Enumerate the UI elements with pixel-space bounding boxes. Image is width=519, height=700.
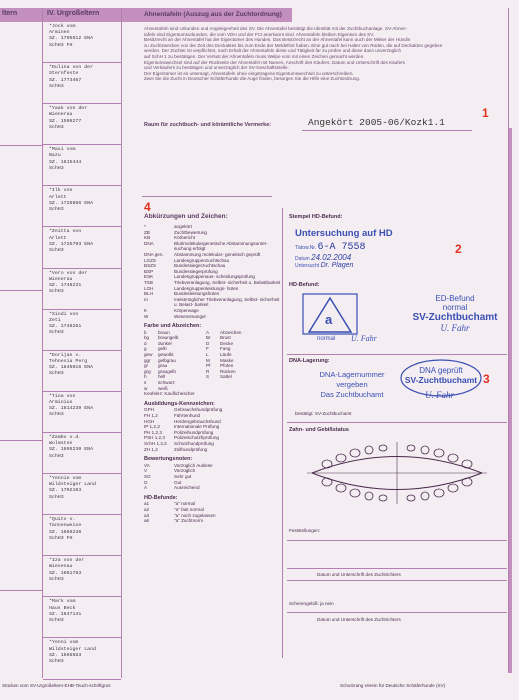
ancestor-line: SZ. 1748231 — [49, 282, 82, 288]
ancestor-name: *Zeitta von — [49, 229, 82, 235]
ancestor-name: *Sindi von — [49, 311, 79, 317]
abbrev-row-cell: LGZS — [144, 257, 156, 263]
ancestor-line: SchH3 — [49, 248, 64, 254]
color-row-cell: d — [144, 340, 147, 346]
color-row-cell: S — [206, 374, 210, 380]
ancestor-line: SZ. 1615444 — [49, 159, 82, 165]
ancestor-entry — [43, 186, 121, 227]
color-row-cell: gelb — [158, 346, 167, 352]
training-row-cell: Herdengebrauchshund — [174, 418, 221, 424]
rating-row-cell: Gut — [174, 479, 182, 485]
ancestor-name: *Tina von — [49, 393, 76, 399]
marker-3: 3 — [483, 372, 490, 386]
ancestor-entry — [43, 474, 121, 515]
hd-field2-value: 24.02.2004 — [311, 253, 352, 262]
training-row-cell: Fährtenhund — [174, 413, 201, 418]
training-row — [144, 447, 282, 453]
ancestor-line: Sternfeste — [49, 71, 79, 77]
remarks-label: Raum für zuchtbuch- und körämtliche Vermerke: — [144, 122, 272, 128]
color-row-cell: ggr — [144, 357, 151, 363]
color-row-cell: gewolkt — [158, 352, 174, 358]
ancestor-line: SchH3 FH — [49, 535, 73, 541]
ancestor-line: SZ. 1656236 — [49, 529, 82, 535]
ed-signature: U. Fahr — [440, 323, 470, 333]
main-area — [122, 8, 512, 680]
training-row-cell: Gebrauchshundprüfung — [174, 407, 223, 413]
ancestor-entry — [43, 227, 121, 268]
ancestor-line: Bazu — [49, 153, 61, 159]
abbrev-row-cell: Triebveranlagung, Selbst- sicherheit u. Belastbarkeit — [174, 279, 281, 285]
ancestor-name: *Maxi vom — [49, 147, 76, 153]
colors-extra: Keofelez: Kauflichescher — [144, 391, 195, 397]
training-row-cell: PSH 1,2,3 — [144, 435, 165, 441]
color-row-cell: braungelb — [158, 335, 179, 341]
hd-row — [144, 518, 282, 524]
color-row-cell: Br — [206, 335, 211, 341]
ancestor-line: SchH3 — [49, 371, 64, 377]
color-row-cell: Abzeichen — [220, 329, 242, 335]
training-title: Ausbildungs-Kennzeichen: — [144, 400, 215, 407]
training-row-cell: IP 1,2,3 — [144, 424, 160, 430]
ed-line-2: normal — [442, 303, 468, 312]
rating-row-cell: VA — [144, 462, 150, 468]
hd-signature: U. Fahr — [351, 334, 377, 343]
color-row-cell: weiß — [158, 385, 168, 391]
ancestor-entry — [43, 269, 121, 310]
color-row-cell: grau — [158, 363, 168, 369]
ancestor-line: Wiesenau — [49, 564, 73, 570]
rating-row-cell: SG — [144, 473, 151, 479]
ancestor-line: SchH3 — [49, 617, 64, 623]
training-row-cell: SchH 1,2,3 — [144, 440, 167, 446]
ancestor-line: SZ. 1795612 ENA — [49, 36, 94, 42]
ahnentafel-title: Ahnentafeln (Auszug aus der Zuchtordnung) — [144, 11, 282, 18]
color-row-cell: D — [206, 340, 210, 346]
ancestor-line: SchH3 — [49, 494, 64, 500]
ancestor-line: SZ. 1725793 ENA — [49, 241, 94, 247]
date-sign-label-2: Datum und Unterschrift des Zuchtrichters — [317, 617, 401, 622]
color-row-cell: Maske — [220, 357, 234, 363]
training-row-cell: GPH — [144, 407, 154, 413]
ancestor-line: SchH3 — [49, 289, 64, 295]
ancestor-line: SchH3 — [49, 659, 64, 665]
hd-row-cell: "a" fast normal — [174, 506, 204, 512]
ancestor-line: Wolmsten — [49, 441, 73, 447]
color-row-cell: gr — [144, 363, 149, 369]
abbrev-row-cell: Blut/molekulargenetische Abstammungsunter- suchung erfolgt — [174, 240, 268, 252]
color-row-cell — [206, 386, 220, 392]
ahnentafel-text: Ahnentafeln sind Urkunden und Angelegenheit des SV. Die Ahnentafel bestätigt die Identität mit der Zuchtbuchanlage. SV-Ahnen- tafeln sind Eigentumsurkunden, die vom VDH und der FCI anerkannt sind. Ahnentafeln bleiben Eigentum des SV. Besitzrecht an der Ahnentafel hat der Eigentümer des Hundes. Das Besitzrecht an der Ahnentafel kann auch der Mieter der Hündin zu Zuchtzwecken von der Zeit des Deckaktes bis zum Ende der Meldefrist haben. Eine gut nach bei Halter von Rüden, die auf Deckakten gegeben werden. Der Züchter ist verpflichtet, nach Erhalt der Ahnentafeln diese und Tätigkeit für zu prüfen und diese dann unverzüglich auf SchH 1 zu bestätigen. Der Verlust der Ahnentafeln muss Welpe vom mit einen Zeichen gemacht werden. Eigentumswechsel sind auf der Rückseite der Ahnentafel mit Namen, Anschrift des Käufers, Datum und Unterschrift des Käufers und Verkäufers zu bestätigen und unverzüglich der SV-Geschäftsstelle. Der Eigentümer ist es untersagt, Ahnentafeln ohne eingetragene Eigentumswechsel zu unterschreiben. Zwei Sie die Zucht in Deutscher Schäferhunde die Auge finden, besorgen Sie die Hilfe eine Zuchtordnung. — [144, 26, 443, 82]
dna-oval-line-1: DNA geprüft — [419, 366, 463, 375]
color-row-cell: A — [206, 329, 210, 335]
rating-row-cell: V — [144, 468, 148, 474]
abbrev-row-cell: Landesgruppenaus- scheidungsprüfung — [174, 274, 255, 280]
ancestor-entry — [43, 22, 121, 63]
abbrev-row-cell: m — [144, 296, 148, 302]
ancestor-line: Wienerau — [49, 112, 73, 118]
abbrev-row-cell: angekört — [174, 224, 192, 229]
ancestor-entry — [43, 351, 121, 392]
color-row-cell: Läufe — [220, 352, 232, 358]
ancestor-name: *Iza von der — [49, 558, 85, 564]
dna-text-3: Das Zuchtbuchamt — [320, 390, 384, 399]
ancestor-line: SZ. 1702193 — [49, 488, 82, 494]
ancestor-entry — [43, 597, 121, 638]
ancestor-name: *Dulina von der — [49, 65, 94, 71]
dna-text-stamp — [307, 370, 397, 400]
abbrev-row-cell: Zuchtbewertung — [174, 229, 207, 235]
ed-line-3: SV-Zuchtbuchamt — [412, 312, 498, 323]
abbrev-row-cell: Landesgruppenleistungs- hüten — [174, 285, 239, 291]
abbrev-title: Abkürzungen und Zeichen: — [144, 213, 228, 220]
color-row-cell: gelbgrau — [158, 357, 176, 363]
ancestor-name: *Vero von der — [49, 270, 88, 276]
dna-confirm: bestätigt: SV-Zuchtbuchamt — [295, 411, 352, 416]
abbrev-row-cell: Bundesleistungshüten — [174, 291, 220, 297]
training-row-cell: FH 1,2 — [144, 413, 158, 418]
ancestor-line: Wildsteiger Land — [49, 482, 96, 488]
ancestor-line: Tannenweise — [49, 523, 82, 529]
remarks-value: Angekört 2005-06/Kozk1.1 — [308, 117, 445, 128]
ancestors-column — [43, 8, 121, 680]
abbrev-row-cell: ZB — [144, 229, 150, 235]
abbrev-row-cell: K — [144, 307, 148, 313]
color-row-cell: Pfoten — [220, 363, 234, 369]
ancestor-line: Arlett — [49, 235, 67, 241]
footer-left: Stücken vom SV-Urgroßeltern-EHB-Teuch-schriftgros — [2, 683, 111, 688]
ancestor-line: SchH3 — [49, 83, 64, 89]
ancestors-list — [43, 22, 121, 680]
ancestor-line: SZ. 1661783 — [49, 570, 82, 576]
training-row-cell: Schutzhundprüfung — [174, 440, 214, 446]
footer-right: Schutzrang Verein für Deutsche Schäferhunde (SV) — [340, 683, 446, 688]
hd-row-cell: a2 — [144, 506, 150, 512]
ancestor-line: SchH3 FH — [49, 42, 73, 48]
ed-line-1: ED-Befund — [435, 294, 475, 303]
color-row-cell: F — [206, 346, 209, 352]
ancestor-line: Tehnesia Perg — [49, 358, 88, 364]
abbrev-row-cell: Abstammung molekular- genetisch geprüft — [174, 251, 261, 257]
training-row-cell: Polizeihundprüfung — [174, 429, 214, 435]
dna-text-1: DNA-Lagernummer — [319, 370, 385, 379]
ancestor-name: *Yaak von der — [49, 106, 88, 112]
left-column-title: ltern — [2, 10, 18, 17]
color-row-cell: w — [144, 385, 148, 391]
rating-title: Bewertungsnoten: — [144, 456, 193, 463]
ancestor-line: SZ. 1647141 — [49, 611, 82, 617]
ancestor-line: SchH3 — [49, 124, 64, 130]
hd-field3-label: Untersucht — [295, 263, 320, 269]
ancestor-line: SZ. 1814239 ENA — [49, 406, 94, 412]
ancestor-line: SZ. 1773467 — [49, 77, 82, 83]
abbrev-row-cell: W — [144, 313, 149, 319]
color-row-cell: dunkel — [158, 340, 172, 346]
schere-label: Scherengebiß: ja nein — [289, 601, 334, 606]
abbrev-row-cell: ESK — [144, 274, 154, 280]
dna-oval-text — [399, 366, 483, 385]
ancestor-name: *Dorijan v. — [49, 352, 82, 358]
abbrev-row-cell: BSP — [144, 268, 154, 274]
hd-stamp-word: normal — [317, 336, 336, 342]
abbrev-row-cell: KB — [144, 235, 151, 241]
dna-section-title: DNA-Lagerung: — [289, 358, 330, 364]
rating-row — [144, 485, 282, 491]
dna-signature: U. Fahr — [425, 390, 454, 400]
ancestor-line: Haus Beck — [49, 605, 76, 611]
abbrev-row — [144, 314, 282, 320]
abbrev-row-cell: BLH — [144, 291, 153, 297]
abbrev-row — [144, 297, 282, 308]
abbrev-row-cell: Bundessiegerprüfung — [174, 268, 218, 274]
training-row-cell: Internationale Prüfung — [174, 424, 220, 430]
hd-title: HD-Befunde: — [144, 494, 178, 501]
ancestor-line: SZ. 1666583 — [49, 652, 82, 658]
hd-stamp-title: Untersuchung auf HD — [295, 228, 393, 239]
ancestor-entry — [43, 63, 121, 104]
ancestor-line: SZ. 1695230 ENA — [49, 447, 94, 453]
color-row-cell: bg — [144, 335, 150, 341]
dna-oval-line-2: SV-Zuchtbuchamt — [404, 375, 478, 385]
ancestor-line: Zeti — [49, 317, 61, 323]
feststellungen-label: Feststellungen: — [289, 528, 321, 533]
abbrev-row-cell: DNA — [144, 240, 154, 246]
abbrev-row-cell: meistmöglicher Triebveranlagung, Selbst- sicherheit u. Belast- barkeit — [174, 296, 280, 308]
ancestor-entry — [43, 104, 121, 145]
ancestor-name: *Jock vom — [49, 24, 76, 29]
hd-field3-value: Dr. Plagen — [320, 262, 354, 269]
marker-2: 2 — [455, 242, 462, 256]
hd-field1-label: Tätow.Nr. — [295, 245, 317, 251]
hd-row-cell: a3 — [144, 512, 150, 518]
teeth-diagram — [297, 438, 497, 508]
color-row-cell: g — [144, 346, 147, 352]
ancestor-line: Arminius — [49, 400, 73, 406]
teeth-title: Zahn- und Gebißstatus — [289, 427, 349, 433]
training-row-cell: Zollhundprüfung — [174, 446, 208, 452]
color-row-cell: s — [144, 380, 147, 386]
color-row-cell: h — [144, 374, 147, 380]
ancestor-line: Arminen — [49, 30, 70, 36]
hd-row-cell: "a" noch zugelassen — [174, 512, 216, 518]
abbrev-row-cell: Wesensmangel — [174, 313, 206, 319]
ancestor-name: *Ilk von — [49, 188, 73, 194]
ancestor-line: Wildsteiger Land — [49, 646, 96, 652]
color-row-cell: hell — [158, 374, 166, 380]
marker-1: 1 — [482, 106, 489, 120]
color-row-cell — [220, 386, 268, 392]
ancestor-entry — [43, 515, 121, 556]
training-row-cell: ZH 1,2 — [144, 446, 158, 452]
color-row-cell: gew — [144, 352, 153, 358]
abbrev-row-cell: * — [144, 224, 146, 229]
ancestor-line: SZ. 1748261 — [49, 324, 82, 330]
abbrev-row-cell: Körperwage — [174, 307, 199, 313]
training-row-cell: PH 1,2,3 — [144, 429, 162, 435]
ancestor-line: SZ. 1846016 ENA — [49, 365, 94, 371]
color-row-cell: Rücken — [220, 368, 236, 374]
abbrev-row-cell: BSZS — [144, 263, 156, 269]
abbrev-row-cell: DNA gen. — [144, 251, 164, 257]
color-row-cell: braun — [158, 329, 170, 335]
hd-row-cell: "a" Zuchtnorm — [174, 518, 204, 524]
ancestor-entry — [43, 556, 121, 597]
ancestor-line: SZ. 1726866 ENA — [49, 200, 94, 206]
hd-row-cell: a1 — [144, 501, 150, 507]
ancestor-name: *Yenni vom — [49, 640, 79, 646]
ancestor-line: SchH3 — [49, 453, 64, 459]
color-row-cell: Brust — [220, 335, 231, 341]
ancestor-name: *Yennie vom — [49, 476, 82, 482]
ancestor-entry — [43, 145, 121, 186]
abbrev-row-cell: TSB — [144, 279, 153, 285]
ancestor-line: SZ. 1596277 — [49, 118, 82, 124]
hd-field2-label: Datum — [295, 256, 310, 262]
hd-result-label: HD-Befund: — [289, 282, 320, 288]
ancestor-entry — [43, 638, 121, 679]
abbreviations-section — [144, 213, 282, 524]
ancestor-line: Wienerau — [49, 276, 73, 282]
color-row-cell: grg — [144, 368, 151, 374]
ancestor-entry — [43, 310, 121, 351]
abbrev-row-cell: Bundessiegerzuchtschau — [174, 263, 226, 269]
rating-row-cell: G — [144, 479, 148, 485]
color-row-cell: graugelb — [158, 368, 176, 374]
ancestor-line: SchH3 — [49, 576, 64, 582]
color-row-cell: Pf — [206, 363, 211, 369]
ancestor-name: *Mark vom — [49, 599, 76, 605]
stamp-section — [287, 208, 509, 668]
color-row-cell: Sattel — [220, 374, 232, 380]
ancestor-name: *Zambo v.d. — [49, 434, 82, 440]
color-row-cell: b — [144, 329, 147, 335]
rating-row-cell: Sehr gut — [174, 473, 192, 479]
rating-row-cell: Vorzüglich — [174, 468, 196, 474]
training-row-cell: HGH — [144, 418, 155, 424]
ancestor-line: SchH3 — [49, 330, 64, 336]
hd-field1-value: 6-A 7558 — [317, 242, 366, 253]
abbrev-row-cell: LGH — [144, 285, 154, 291]
colors-title: Farbe und Abzeichen: — [144, 323, 202, 330]
stamp-section-title: Stempel HD-Befund: — [289, 214, 343, 220]
rating-row-cell: A — [144, 485, 148, 491]
training-row-cell: Polizeischutzhprüfung — [174, 435, 219, 441]
ancestor-name: *Quito v. — [49, 517, 76, 523]
date-sign-label-1: Datum und Unterschrift des Zuchtrichters — [317, 572, 401, 577]
color-row-cell: schwarz — [158, 380, 175, 386]
abbrev-row-cell: Körbericht — [174, 235, 195, 241]
ancestors-header — [43, 8, 121, 22]
dna-text-2: vergeben — [336, 380, 368, 389]
ancestor-line: SchH3 — [49, 165, 64, 171]
ancestors-title: IV. Urgroßeltern — [47, 10, 100, 17]
ed-stamp — [403, 294, 507, 333]
ancestor-line: SchH3 — [49, 206, 64, 212]
color-row-cell: R — [206, 368, 210, 374]
hd-row-cell: a6 — [144, 518, 150, 524]
rating-row-cell: Ausreichend — [174, 485, 200, 491]
ancestor-entry — [43, 392, 121, 433]
hd-stamp-letter: a — [325, 312, 333, 327]
left-column — [0, 0, 42, 700]
rating-row-cell: Vorzüglich Auslese — [174, 462, 213, 468]
marker-4: 4 — [144, 200, 151, 214]
ancestor-line: SchH3 — [49, 412, 64, 418]
ancestor-line: Arlett — [49, 194, 67, 200]
abbrev-row-cell: Landesgruppenzuchtschau — [174, 257, 230, 263]
color-row-cell: Decke — [220, 340, 234, 346]
color-row-cell: L — [206, 352, 209, 358]
ancestor-entry — [43, 433, 121, 474]
hd-stamp — [295, 228, 425, 269]
hd-row-cell: "a" normal — [174, 501, 196, 507]
abbrev-row — [144, 241, 282, 252]
color-row-cell: Fang — [220, 346, 231, 352]
color-row-cell: M — [206, 357, 210, 363]
